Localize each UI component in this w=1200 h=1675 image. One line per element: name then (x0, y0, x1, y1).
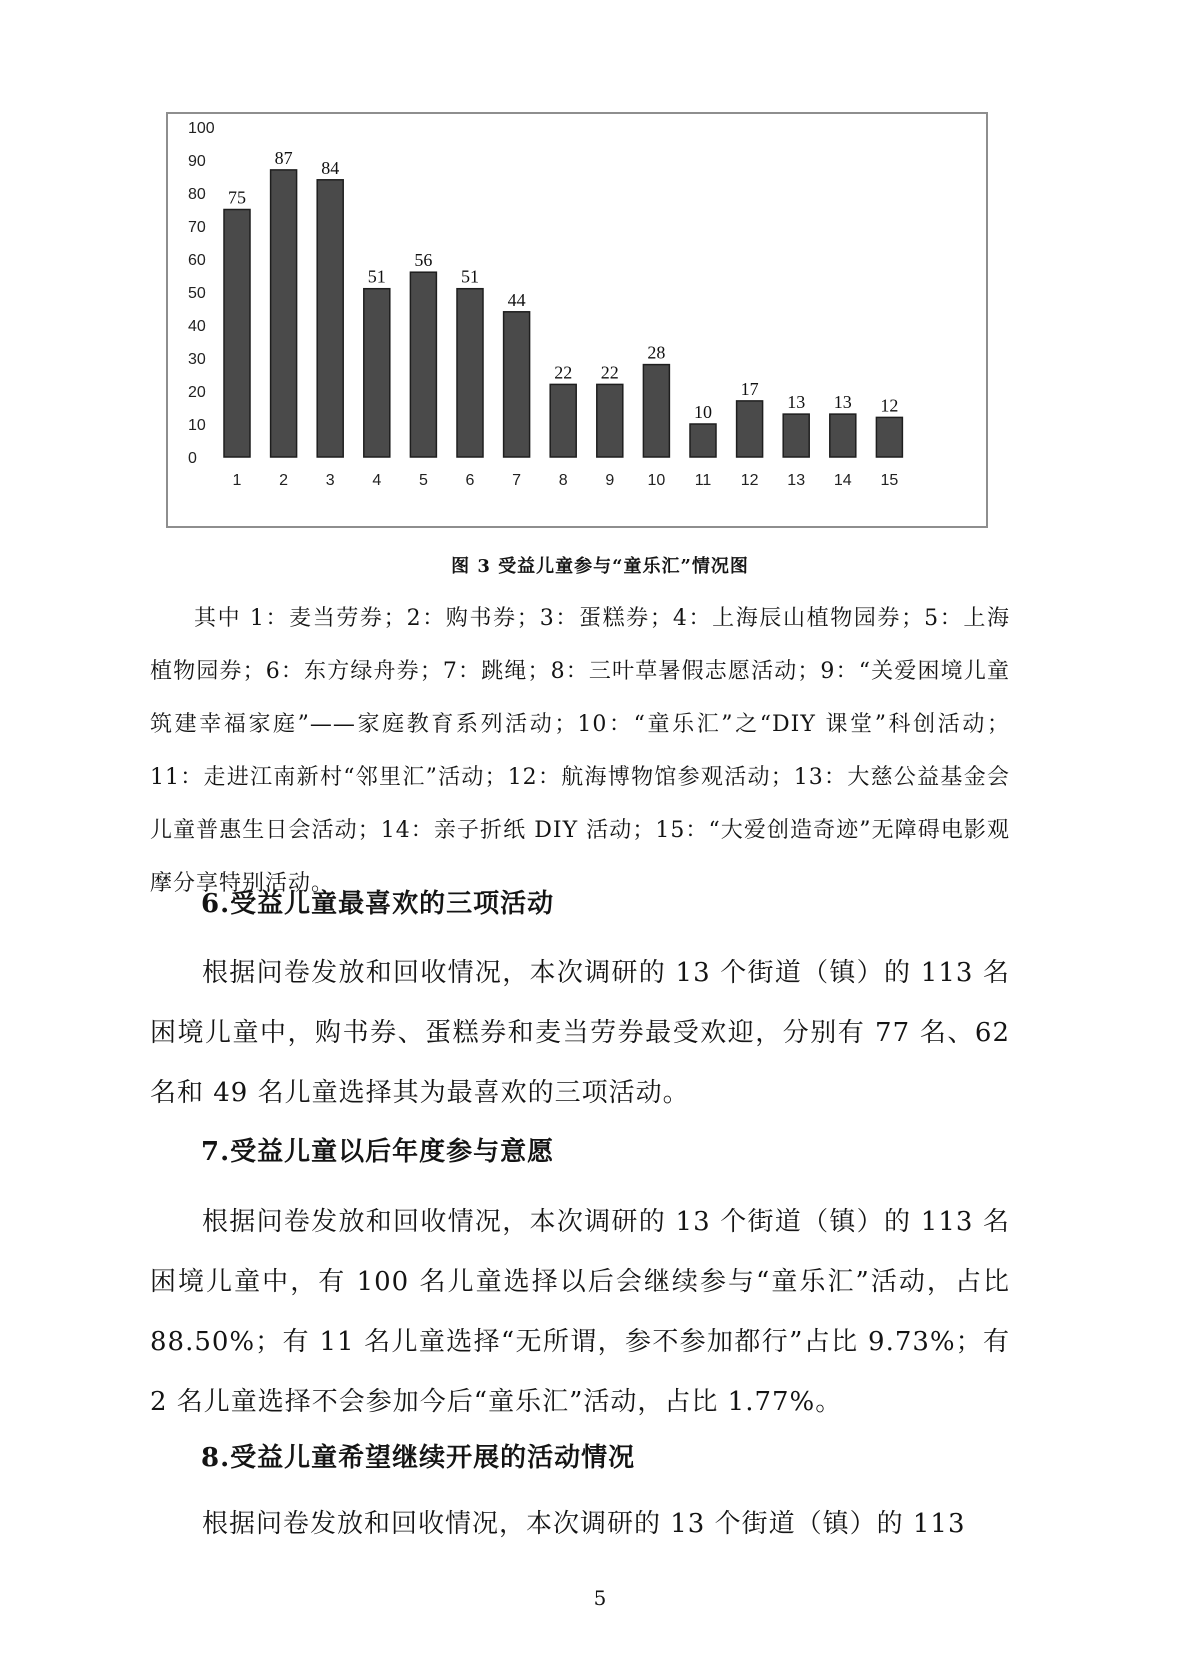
x-tick-label: 6 (465, 472, 475, 489)
bar-value-label: 13 (833, 392, 852, 413)
bar-value-label: 17 (740, 378, 759, 399)
bar-value-label: 28 (647, 342, 666, 363)
bar-value-label: 44 (507, 289, 526, 310)
bar-chart (166, 112, 988, 528)
bar-value-label: 13 (787, 392, 806, 413)
bar (410, 272, 436, 457)
legend-paragraph (150, 592, 1010, 910)
page-number: 5 (593, 1586, 607, 1610)
legend-item: 7：跳绳； (442, 659, 551, 684)
bar (364, 289, 390, 457)
y-tick-label: 40 (188, 318, 206, 335)
bar-value-label: 87 (274, 147, 293, 168)
x-tick-label: 1 (232, 472, 242, 489)
x-tick-label: 14 (833, 472, 852, 489)
y-tick-label: 100 (188, 120, 215, 137)
bar-value-label: 10 (694, 402, 712, 422)
x-tick-label: 2 (279, 472, 289, 489)
x-tick-label: 5 (418, 472, 428, 489)
bar-value-label: 22 (554, 362, 573, 383)
section-heading: 8.受益儿童希望继续开展的活动情况 (201, 1443, 636, 1473)
section-paragraph: 根据问卷发放和回收情况，本次调研的 13 个街道（镇）的 113 名困境儿童中，有 100 名儿童选择以后会继续参与“童乐汇”活动，占比 88.50%；有 11 名儿童选择“无所谓，参不参加都行”占比 9.73%；有 2 名儿童选择不会参加今后“童乐汇”活动，占比 1.77%。 (150, 1207, 1010, 1417)
x-tick-label: 15 (880, 472, 899, 489)
bar (690, 424, 716, 457)
y-tick-label: 90 (188, 153, 206, 170)
legend-items (150, 606, 1010, 896)
bar (224, 210, 250, 458)
x-tick-label: 7 (512, 472, 522, 489)
bar-value-label: 12 (880, 395, 899, 416)
x-tick-label: 4 (372, 472, 382, 489)
figure-caption: 图 3 受益儿童参与“童乐汇”情况图 (451, 556, 749, 577)
legend-item: 8：三叶草暑假志愿活动； (550, 659, 821, 684)
legend-item: 3：蛋糕券； (539, 606, 673, 631)
legend-item: 10：“童乐汇”之“DIY 课堂”科创活动； (577, 712, 1010, 737)
bar-value-label: 22 (600, 362, 619, 383)
y-tick-label: 50 (188, 285, 206, 302)
x-axis-ticks (233, 472, 899, 489)
bar-value-label: 56 (414, 250, 433, 271)
y-tick-label: 70 (188, 219, 206, 236)
legend-item: 5：上海植物园券； (150, 606, 1010, 684)
y-tick-label: 0 (188, 450, 197, 467)
x-tick-label: 10 (647, 472, 666, 489)
y-tick-label: 80 (188, 186, 206, 203)
bar (737, 401, 763, 457)
x-tick-label: 12 (740, 472, 759, 489)
bar (783, 414, 809, 457)
y-tick-label: 30 (188, 351, 206, 368)
x-tick-label: 11 (694, 472, 712, 489)
y-axis-ticks (188, 120, 215, 467)
x-tick-label: 9 (605, 472, 615, 489)
y-tick-label: 10 (188, 417, 206, 434)
bar (550, 384, 576, 457)
bar (504, 312, 530, 457)
legend-item: 15：“大爱创造奇迹”无障碍电影观摩分享特别活动。 (150, 818, 1010, 896)
x-tick-label: 3 (325, 472, 335, 489)
bars (224, 170, 902, 457)
bar-value-label: 51 (461, 266, 479, 287)
section-heading: 6.受益儿童最喜欢的三项活动 (201, 889, 555, 919)
legend-item: 2：购书券； (406, 606, 540, 631)
y-tick-label: 60 (188, 252, 206, 269)
legend-item: 6：东方绿舟券； (265, 659, 443, 684)
bar (830, 414, 856, 457)
y-tick-label: 20 (188, 384, 206, 401)
bar (643, 365, 669, 457)
bar-value-label: 51 (367, 266, 386, 287)
bar-value-label: 84 (321, 157, 340, 178)
legend-item: 11：走进江南新村“邻里汇”活动； (150, 765, 508, 790)
section-paragraph: 根据问卷发放和回收情况，本次调研的 13 个街道（镇）的 113 名困境儿童中，购书券、蛋糕券和麦当劳券最受欢迎，分别有 77 名、62 名和 49 名儿童选择其为最喜欢的三项活动。 (150, 958, 1010, 1108)
bar-value-label: 75 (228, 187, 246, 208)
legend-item: 12：航海博物馆参观活动； (507, 765, 794, 790)
bar (876, 417, 902, 457)
legend-item: 9：“关爱困境儿童 筑建幸福家庭”——家庭教育系列活动； (150, 659, 1011, 737)
x-tick-label: 8 (558, 472, 568, 489)
legend-intro: 其中 (194, 606, 242, 631)
x-tick-label: 13 (787, 472, 806, 489)
legend-item: 13：大慈公益基金会儿童普惠生日会活动； (150, 765, 1010, 843)
section-heading: 7.受益儿童以后年度参与意愿 (201, 1137, 555, 1167)
legend-item: 1：麦当劳券； (249, 606, 407, 631)
legend-item: 14：亲子折纸 DIY 活动； (380, 818, 656, 843)
bar (597, 384, 623, 457)
section-paragraph: 根据问卷发放和回收情况，本次调研的 13 个街道（镇）的 113 (202, 1509, 966, 1539)
bar (457, 289, 483, 457)
legend-item: 4：上海辰山植物园券； (672, 606, 925, 631)
bar (317, 180, 343, 457)
bar (271, 170, 297, 457)
